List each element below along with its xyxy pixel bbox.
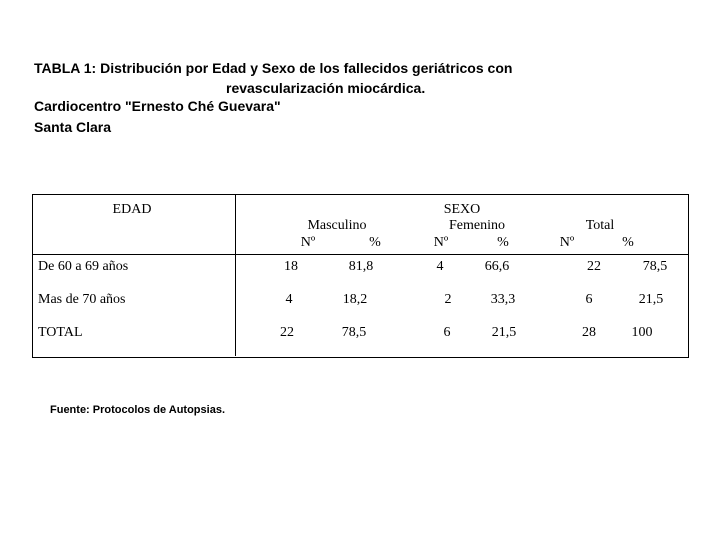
cell-masculino-no: 4 [285, 292, 293, 307]
source-note: Fuente: Protocolos de Autopsias. [50, 404, 225, 416]
cell-total-no: 6 [585, 292, 593, 307]
header-edad: EDAD [112, 202, 152, 217]
cell-total-no: 22 [587, 259, 601, 274]
cell-total-pct: 78,5 [642, 259, 668, 274]
cell-total-pct: 21,5 [638, 292, 664, 307]
subheader-femenino-pct: % [497, 235, 509, 250]
city-name: Santa Clara [34, 119, 112, 135]
cell-masculino-no: 22 [280, 325, 294, 340]
cell-total-pct: 100 [631, 325, 653, 340]
header-femenino: Femenino [449, 218, 505, 233]
cell-masculino-pct: 81,8 [348, 259, 374, 274]
table-title: TABLA 1: Distribución por Edad y Sexo de los fallecidos geriátricos con [34, 60, 513, 76]
subheader-masculino-pct: % [369, 235, 381, 250]
row-label: Mas de 70 años [38, 292, 126, 307]
row-label: De 60 a 69 años [38, 259, 129, 274]
subheader-femenino-no: Nº [433, 235, 449, 250]
row-label: TOTAL [38, 325, 83, 340]
cell-femenino-pct: 33,3 [490, 292, 516, 307]
header-total: Total [585, 218, 615, 233]
cell-femenino-pct: 21,5 [491, 325, 517, 340]
cell-femenino-no: 2 [444, 292, 452, 307]
subheader-total-no: Nº [559, 235, 575, 250]
cell-masculino-pct: 78,5 [341, 325, 367, 340]
table-title-continuation: revascularización miocárdica. [226, 80, 426, 96]
table-column-divider [235, 195, 236, 356]
cell-femenino-no: 6 [443, 325, 451, 340]
cell-masculino-no: 18 [284, 259, 298, 274]
header-sexo: SEXO [443, 202, 481, 217]
cell-femenino-no: 4 [436, 259, 444, 274]
subheader-total-pct: % [622, 235, 634, 250]
institution-name: Cardiocentro "Ernesto Ché Guevara" [34, 98, 281, 114]
cell-total-no: 28 [582, 325, 596, 340]
cell-masculino-pct: 18,2 [342, 292, 368, 307]
header-masculino: Masculino [307, 218, 367, 233]
table-header-divider [33, 254, 688, 255]
subheader-masculino-no: Nº [300, 235, 316, 250]
cell-femenino-pct: 66,6 [484, 259, 510, 274]
